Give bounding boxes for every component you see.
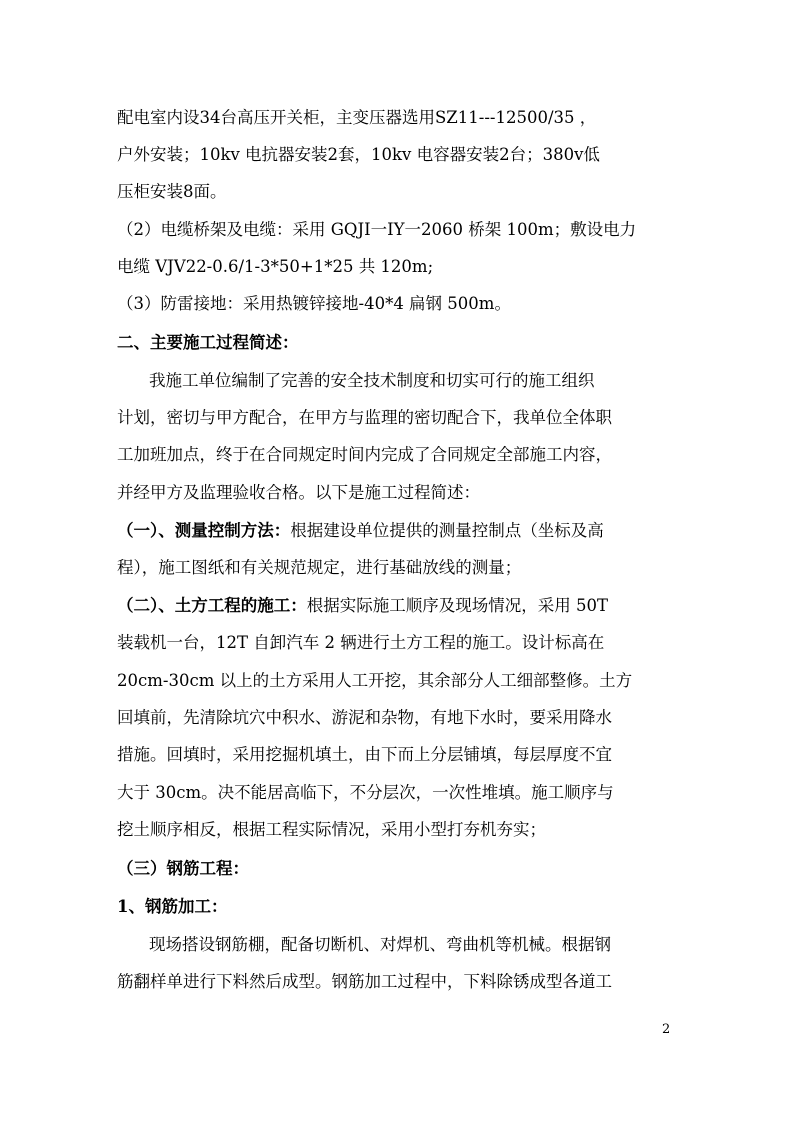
paragraph-line: 装载机一台，12T 自卸汽车 2 辆进行土方工程的施工。设计标高在: [117, 633, 605, 652]
text-line: （3）防雷接地：采用热镀锌接地-40*4 扁钢 500m。: [117, 294, 511, 313]
earthwork-heading: （二）、土方工程的施工：: [117, 596, 307, 615]
page-number: 2: [662, 1022, 671, 1037]
survey-heading: （一）、测量控制方法：: [117, 521, 291, 540]
text-line: 户外安装；10kv 电抗器安装2套，10kv 电容器安装2台；380v低: [117, 145, 600, 164]
paragraph-line: 大于 30cm。决不能居高临下，不分层次，一次性堆填。施工顺序与: [117, 783, 614, 802]
text-line: 压柜安装8面。: [117, 182, 227, 201]
section-heading: （三）钢筋工程：: [117, 859, 249, 878]
survey-line: [117, 519, 682, 543]
section-heading: 二、主要施工过程简述：: [117, 333, 299, 352]
earthwork-text: 根据实际施工顺序及现场情况，采用 50T: [306, 596, 608, 615]
paragraph-line: 回填前，先清除坑穴中积水、游泥和杂物，有地下水时，要采用降水: [117, 708, 612, 727]
subsection-heading: 1、钢筋加工：: [117, 897, 228, 916]
paragraph-line: 措施。回填时，采用挖掘机填土，由下而上分层铺填，每层厚度不宜: [117, 745, 612, 764]
paragraph-line: 工加班加点，终于在合同规定时间内完成了合同规定全部施工内容，: [117, 445, 612, 464]
text-line: 配电室内设34台高压开关柜，主变压器选用SZ11---12500/35 ，: [117, 108, 597, 127]
earthwork-line: [117, 594, 682, 618]
paragraph-line: 20cm-30cm 以上的土方采用人工开挖，其余部分人工细部整修。土方: [117, 671, 633, 690]
paragraph-line: 计划，密切与甲方配合，在甲方与监理的密切配合下，我单位全体职: [117, 408, 612, 427]
survey-text: 根据建设单位提供的测量控制点（坐标及高: [290, 521, 604, 540]
paragraph-line: 挖土顺序相反，根据工程实际情况，采用小型打夯机夯实；: [117, 820, 546, 839]
paragraph-line: 筋翻样单进行下料然后成型。钢筋加工过程中，下料除锈成型各道工: [117, 972, 612, 991]
paragraph-line: 现场搭设钢筋棚，配备切断机、对焊机、弯曲机等机械。根据钢: [149, 935, 611, 954]
paragraph-line: 并经甲方及监理验收合格。以下是施工过程简述：: [117, 483, 480, 502]
text-line: 电缆 VJV22-0.6/1-3*50+1*25 共 120m;: [117, 257, 434, 276]
paragraph-line: 我施工单位编制了完善的安全技术制度和切实可行的施工组织: [149, 371, 595, 390]
text-line: （2）电缆桥架及电缆：采用 GQJI一IY一2060 桥架 100m；敷设电力: [117, 220, 637, 239]
paragraph-line: 程），施工图纸和有关规范规定，进行基础放线的测量；: [117, 558, 522, 577]
